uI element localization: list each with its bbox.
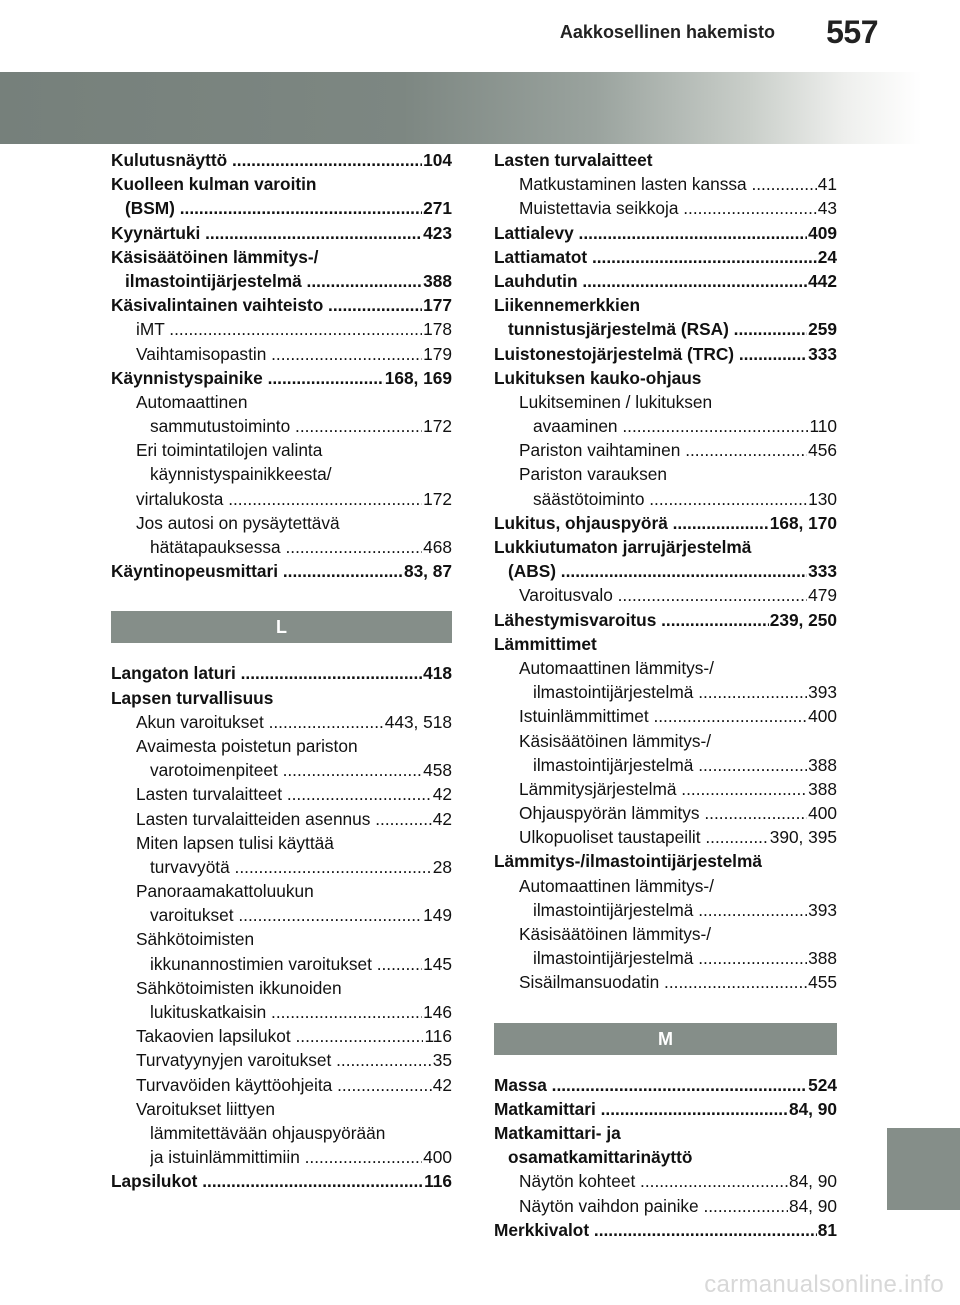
index-entry [494, 1194, 837, 1218]
index-entry-page: 116 [423, 1169, 452, 1193]
index-entry-page: 400 [422, 1145, 452, 1169]
index-entry-text: Istuinlämmittimet ..... [519, 704, 837, 728]
index-entry-text: Käynnistyspainike ..... [111, 366, 452, 390]
index-entry-text: Näytön kohteet ..... [519, 1169, 837, 1193]
index-entry-text: Lasten turvalaitteet ..... [136, 782, 452, 806]
index-entry-page: 43 [817, 196, 837, 220]
index-entry [111, 807, 452, 831]
index-entry [494, 1169, 837, 1193]
index-entry-text: Lukkiutumaton jarrujärjestelmä [494, 537, 752, 557]
index-entry-text: Matkamittari- ja [494, 1122, 621, 1143]
index-entry-text: Käsivalintainen vaihteisto ..... [111, 293, 452, 317]
index-entry-page: 177 [422, 293, 452, 317]
index-entry [111, 710, 452, 734]
index-entry [111, 976, 452, 1000]
index-entry [111, 1121, 452, 1145]
index-entry-page: 145 [422, 952, 452, 976]
index-entry-page: 442 [807, 269, 837, 293]
index-entry-text: Lapsilukot ..... [111, 1169, 452, 1193]
index-entry-page: 479 [807, 583, 837, 607]
index-entry-text: iMT ..... [136, 317, 452, 341]
index-entry-text: varoitukset ..... [150, 903, 452, 927]
index-entry-text: Lasten turvalaitteiden asennus ..... [136, 807, 452, 831]
index-entry-text: ilmastointijärjestelmä ..... [125, 269, 452, 293]
index-entry-page: 42 [432, 1073, 452, 1097]
index-entry-text: Eri toimintatilojen valinta [136, 440, 323, 461]
index-entry-text: Lämmitys-/ilmastointijärjestelmä [494, 851, 762, 872]
index-entry [494, 462, 837, 486]
index-entry-page: 388 [807, 777, 837, 801]
index-entry [494, 511, 837, 535]
index-list-left-top [111, 148, 452, 583]
index-entry [494, 245, 837, 269]
header-title: Aakkosellinen hakemisto [559, 22, 775, 42]
index-entry-page: 423 [422, 221, 452, 245]
index-entry-text: Sähkötoimisten [136, 929, 255, 950]
index-entry [111, 1169, 452, 1193]
index-entry-text: ilmastointijärjestelmä ..... [533, 946, 837, 970]
spacer [111, 643, 452, 661]
index-entry-page: 35 [432, 1048, 452, 1072]
page-header [0, 0, 960, 70]
index-entry-page: 179 [422, 342, 452, 366]
index-entry-text: Ohjauspyörän lämmitys ..... [519, 801, 837, 825]
index-entry-page: 149 [422, 903, 452, 927]
index-entry-page: 28 [432, 855, 452, 879]
index-entry [111, 734, 452, 758]
index-entry [494, 1145, 837, 1169]
index-entry [494, 608, 837, 632]
index-entry-page: 83, 87 [403, 559, 452, 583]
index-entry [111, 390, 452, 414]
index-entry-text: Merkkivalot ..... [494, 1218, 837, 1242]
index-entry-text: avaaminen ..... [533, 414, 837, 438]
index-entry [494, 946, 837, 970]
index-entry-page: 388 [422, 269, 452, 293]
index-entry-page: 393 [807, 680, 837, 704]
chapter-side-tab [887, 1128, 960, 1210]
page-number: 557 [826, 14, 878, 50]
index-entry-page: 458 [422, 758, 452, 782]
index-entry-text: Miten lapsen tulisi käyttää [136, 832, 334, 853]
index-column-left [111, 148, 452, 1194]
index-entry-text: Vaihtamisopastin ..... [136, 342, 452, 366]
index-entry-text: sammutustoiminto ..... [150, 414, 452, 438]
index-entry-text: Lasten turvalaitteet [494, 150, 653, 170]
index-entry-page: 388 [807, 946, 837, 970]
spacer [494, 1055, 837, 1073]
index-entry-page: 116 [423, 1024, 452, 1048]
index-entry [494, 849, 837, 873]
index-entry-page: 24 [817, 245, 837, 269]
index-entry-text: Käsisäätöinen lämmitys-/ [111, 246, 319, 267]
index-entry [111, 686, 452, 710]
index-entry-page: 146 [422, 1000, 452, 1024]
section-header-l: L [111, 611, 452, 643]
index-entry-text: Pariston vaihtaminen ..... [519, 438, 837, 462]
index-entry-page: 168, 170 [769, 511, 837, 535]
index-entry-text: Muistettavia seikkoja ..... [519, 196, 837, 220]
index-entry [111, 462, 452, 486]
index-list-right-bottom [494, 1073, 837, 1242]
index-entry-page: 42 [432, 807, 452, 831]
index-entry-page: 42 [432, 782, 452, 806]
index-entry [494, 172, 837, 196]
index-entry-text: tunnistusjärjestelmä (RSA) ..... [508, 317, 837, 341]
index-entry-text: Näytön vaihdon painike ..... [519, 1194, 837, 1218]
index-entry-page: 84, 90 [788, 1194, 837, 1218]
index-entry [494, 390, 837, 414]
index-entry-text: Sisäilmansuodatin ..... [519, 970, 837, 994]
index-entry-text: Avaimesta poistetun pariston [136, 735, 358, 756]
index-entry-text: Automaattinen [136, 391, 248, 412]
index-entry-text: virtalukosta ..... [136, 487, 452, 511]
index-entry [494, 293, 837, 317]
index-entry-text: lukituskatkaisin ..... [150, 1000, 452, 1024]
index-entry-text: Panoraamakattoluukun [136, 881, 314, 902]
index-entry-text: ilmastointijärjestelmä ..... [533, 753, 837, 777]
index-entry [111, 172, 452, 196]
index-entry-page: 178 [422, 317, 452, 341]
index-entry [494, 342, 837, 366]
index-entry-page: 172 [422, 414, 452, 438]
index-entry-page: 172 [422, 487, 452, 511]
spacer [111, 583, 452, 611]
index-entry [111, 952, 452, 976]
index-entry [111, 342, 452, 366]
index-entry-text: Turvavöiden käyttöohjeita ..... [136, 1073, 452, 1097]
index-entry [111, 148, 452, 172]
index-entry [494, 583, 837, 607]
index-entry-text: Lukitseminen / lukituksen [519, 391, 713, 412]
index-entry [494, 922, 837, 946]
index-entry [111, 903, 452, 927]
index-entry [494, 221, 837, 245]
index-entry [111, 855, 452, 879]
index-entry-page: 81 [817, 1218, 837, 1242]
index-entry [494, 535, 837, 559]
index-list-right-top [494, 148, 837, 995]
index-entry [111, 438, 452, 462]
index-entry-text: varotoimenpiteet ..... [150, 758, 452, 782]
index-entry-text: ikkunannostimien varoitukset ..... [150, 952, 452, 976]
index-entry-text: Varoitusvalo ..... [519, 583, 837, 607]
index-entry-page: 393 [807, 898, 837, 922]
index-entry-text: ilmastointijärjestelmä ..... [533, 898, 837, 922]
index-entry-text: Sähkötoimisten ikkunoiden [136, 977, 342, 998]
header-banner [0, 72, 960, 144]
index-entry-text: Lukitus, ohjauspyörä ..... [494, 511, 837, 535]
index-entry-text: Käsisäätöinen lämmitys-/ [519, 730, 712, 751]
index-entry [111, 366, 452, 390]
index-entry-text: Lattiamatot ..... [494, 245, 837, 269]
index-entry-text: lämmitettävään ohjauspyörään [150, 1122, 386, 1143]
index-entry-page: 271 [422, 196, 452, 220]
index-entry [494, 1218, 837, 1242]
index-entry-page: 455 [807, 970, 837, 994]
index-entry-text: Kyynärtuki ..... [111, 221, 452, 245]
index-list-left-bottom [111, 661, 452, 1193]
index-entry-text: Lattialevy ..... [494, 221, 837, 245]
index-entry [494, 632, 837, 656]
index-entry-text: ilmastointijärjestelmä ..... [533, 680, 837, 704]
index-entry [494, 729, 837, 753]
index-entry-text: Automaattinen lämmitys-/ [519, 875, 714, 896]
index-entry [494, 559, 837, 583]
index-entry-text: Akun varoitukset ..... [136, 710, 452, 734]
index-entry-text: (BSM) ..... [125, 196, 452, 220]
index-entry [111, 1024, 452, 1048]
index-entry-page: 84, 90 [788, 1097, 837, 1121]
index-entry [111, 221, 452, 245]
index-entry [494, 874, 837, 898]
index-entry-page: 333 [807, 559, 837, 583]
index-entry [111, 535, 452, 559]
index-entry [111, 511, 452, 535]
index-entry [111, 1073, 452, 1097]
index-entry [111, 317, 452, 341]
index-entry [111, 196, 452, 220]
index-entry [494, 680, 837, 704]
index-entry [111, 487, 452, 511]
index-entry [494, 1097, 837, 1121]
watermark: carmanualsonline.info [704, 1271, 944, 1298]
index-entry [111, 831, 452, 855]
index-entry-text: säästötoiminto ..... [533, 487, 837, 511]
index-entry-page: 418 [422, 661, 452, 685]
index-entry-page: 400 [807, 704, 837, 728]
index-entry-page: 388 [807, 753, 837, 777]
section-header-m: M [494, 1023, 837, 1055]
index-entry [111, 661, 452, 685]
index-entry-text: Matkamittari ..... [494, 1097, 837, 1121]
index-entry-page: 84, 90 [788, 1169, 837, 1193]
index-entry [494, 1121, 837, 1145]
index-entry [111, 414, 452, 438]
index-entry-text: Liikennemerkkien [494, 295, 640, 316]
index-entry [494, 1073, 837, 1097]
index-entry-text: Langaton laturi ..... [111, 661, 452, 685]
index-entry [494, 801, 837, 825]
index-entry-text: Varoitukset liittyen [136, 1098, 275, 1119]
index-entry-page: 239, 250 [769, 608, 837, 632]
index-entry [111, 1000, 452, 1024]
index-entry [494, 414, 837, 438]
index-entry-text: Lämmitysjärjestelmä ..... [519, 777, 837, 801]
index-entry [494, 196, 837, 220]
index-entry-page: 468 [422, 535, 452, 559]
index-entry [494, 753, 837, 777]
index-entry-text: Massa ..... [494, 1073, 837, 1097]
index-entry-text: hätätapauksessa ..... [150, 535, 452, 559]
index-entry-page: 104 [422, 148, 452, 172]
index-entry [111, 245, 452, 269]
index-entry [111, 879, 452, 903]
index-entry [494, 704, 837, 728]
index-entry-text: turvavyötä ..... [150, 855, 452, 879]
index-entry [111, 1145, 452, 1169]
index-entry [494, 777, 837, 801]
index-entry [494, 317, 837, 341]
index-entry [494, 825, 837, 849]
index-entry-text: Pariston varauksen [519, 464, 667, 485]
index-entry [494, 148, 837, 172]
index-entry [494, 656, 837, 680]
index-entry-page: 409 [807, 221, 837, 245]
index-entry [494, 269, 837, 293]
index-entry-text: Käsisäätöinen lämmitys-/ [519, 924, 712, 944]
index-entry [494, 487, 837, 511]
index-entry [494, 898, 837, 922]
spacer [494, 995, 837, 1023]
index-entry [494, 438, 837, 462]
index-entry-page: 524 [807, 1073, 837, 1097]
index-entry-page: 168, 169 [384, 366, 452, 390]
index-entry [111, 782, 452, 806]
index-entry-page: 110 [808, 414, 837, 438]
index-entry-page: 443, 518 [384, 710, 452, 734]
index-entry-page: 400 [807, 801, 837, 825]
index-entry-page: 390, 395 [769, 825, 837, 849]
index-entry [111, 758, 452, 782]
index-entry-text: Lukituksen kauko-ohjaus [494, 367, 702, 388]
index-entry-text: Kulutusnäyttö ..... [111, 148, 452, 172]
index-entry-text: Ulkopuoliset taustapeilit ..... [519, 825, 837, 849]
index-entry [111, 927, 452, 951]
index-entry-text: Lauhdutin ..... [494, 269, 837, 293]
index-entry [494, 366, 837, 390]
index-entry-text: Lähestymisvaroitus ..... [494, 608, 837, 632]
index-entry [494, 970, 837, 994]
index-entry-page: 333 [807, 342, 837, 366]
index-entry-text: Käyntinopeusmittari ..... [111, 559, 452, 583]
index-entry-page: 456 [807, 438, 837, 462]
index-entry-text: Turvatyynyjen varoitukset ..... [136, 1048, 452, 1072]
index-entry [111, 1097, 452, 1121]
index-entry-text: ja istuinlämmittimiin ..... [150, 1145, 452, 1169]
index-entry-text: Jos autosi on pysäytettävä [136, 512, 340, 533]
index-entry [111, 1048, 452, 1072]
index-entry-text: käynnistyspainikkeesta/ [150, 464, 332, 485]
index-entry [111, 559, 452, 583]
index-entry-text: Matkustaminen lasten kanssa ..... [519, 172, 837, 196]
index-entry-text: Kuolleen kulman varoitin [111, 174, 317, 195]
index-entry-text: Lämmittimet [494, 633, 597, 654]
index-entry-text: Luistonestojärjestelmä (TRC) ..... [494, 342, 837, 366]
index-entry [111, 293, 452, 317]
index-entry-page: 259 [807, 317, 837, 341]
index-column-right [494, 148, 837, 1242]
index-entry-text: osamatkamittarinäyttö [508, 1147, 693, 1168]
index-entry-text: (ABS) ..... [508, 559, 837, 583]
index-entry-text: Lapsen turvallisuus [111, 687, 274, 708]
index-entry-page: 130 [807, 487, 837, 511]
index-entry-text: Automaattinen lämmitys-/ [519, 657, 714, 678]
index-entry-text: Takaovien lapsilukot ..... [136, 1024, 452, 1048]
index-entry [111, 269, 452, 293]
index-entry-page: 41 [817, 172, 837, 196]
